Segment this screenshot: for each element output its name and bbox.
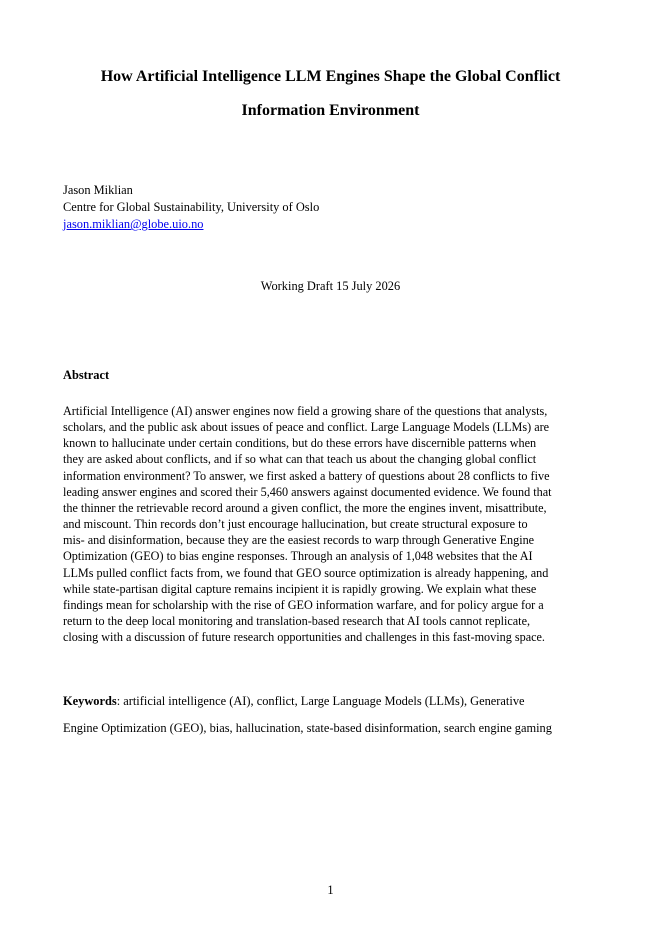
abstract-heading: Abstract xyxy=(63,368,110,382)
abstract-line: findings mean for scholarship with the rise of GEO information warfare, and for policy argue for a xyxy=(63,597,544,612)
abstract-line: the thinner the retrievable record around a given conflict, the more the engines invent, misattribute, xyxy=(63,500,547,515)
title-line-2: Information Environment xyxy=(241,102,420,119)
abstract-line: known to hallucinate under certain conditions, but do these errors have discernible patterns when xyxy=(63,436,537,451)
keywords-label: Keywords xyxy=(63,694,117,708)
abstract-line: information environment? To answer, we first asked a battery of questions about 28 conflicts to five xyxy=(63,468,550,483)
author-affiliation: Centre for Global Sustainability, University of Oslo xyxy=(63,200,320,214)
abstract-line: scholars, and the public ask about issues of peace and conflict. Large Language Models (LLMs) are xyxy=(63,420,550,435)
abstract-body xyxy=(63,403,603,645)
keywords-line-2: Engine Optimization (GEO), bias, hallucination, state-based disinformation, search engine gaming xyxy=(63,721,552,735)
author-block xyxy=(63,182,319,233)
paper-title xyxy=(40,60,621,128)
page-number: 1 xyxy=(327,883,334,897)
abstract-line: return to the deep local monitoring and translation-based research that AI tools cannot replicate, xyxy=(63,614,531,629)
abstract-line: while state-partisan digital capture remains incipient it is rapidly growing. We explain what these xyxy=(63,581,537,596)
abstract-line: LLMs pulled conflict facts from, we found that GEO source optimization is already happening, and xyxy=(63,565,549,580)
abstract-line: Optimization (GEO) to bias engine responses. Through an analysis of 1,048 websites that the AI xyxy=(63,549,533,564)
abstract-line: mis- and disinformation, because they are the easiest records to warp through Generative Engine xyxy=(63,533,535,548)
keywords-section xyxy=(63,688,603,742)
title-line-1: How Artificial Intelligence LLM Engines Shape the Global Conflict xyxy=(100,68,561,85)
author-name: Jason Miklian xyxy=(63,183,133,197)
abstract-line: leading answer engines and scored their 5,460 answers against documented evidence. We found that xyxy=(63,484,552,499)
keywords-line-1 xyxy=(63,688,603,715)
abstract-line: Artificial Intelligence (AI) answer engines now field a growing share of the questions that analysts, xyxy=(63,404,548,418)
draft-note: Working Draft 15 July 2026 xyxy=(260,279,401,293)
abstract-line: closing with a discussion of future research opportunities and challenges in this fast-moving space. xyxy=(63,630,545,645)
abstract-line: and miscount. Thin records don’t just encourage hallucination, but create structural exposure to xyxy=(63,517,528,532)
author-email-link[interactable]: jason.miklian@globe.uio.no xyxy=(63,217,204,231)
keywords-text: : artificial intelligence (AI), conflict, Large Language Models (LLMs), Generative xyxy=(116,694,525,708)
abstract-line: they are asked about conflicts, and if so what can that teach us about the changing global conflict xyxy=(63,452,537,467)
